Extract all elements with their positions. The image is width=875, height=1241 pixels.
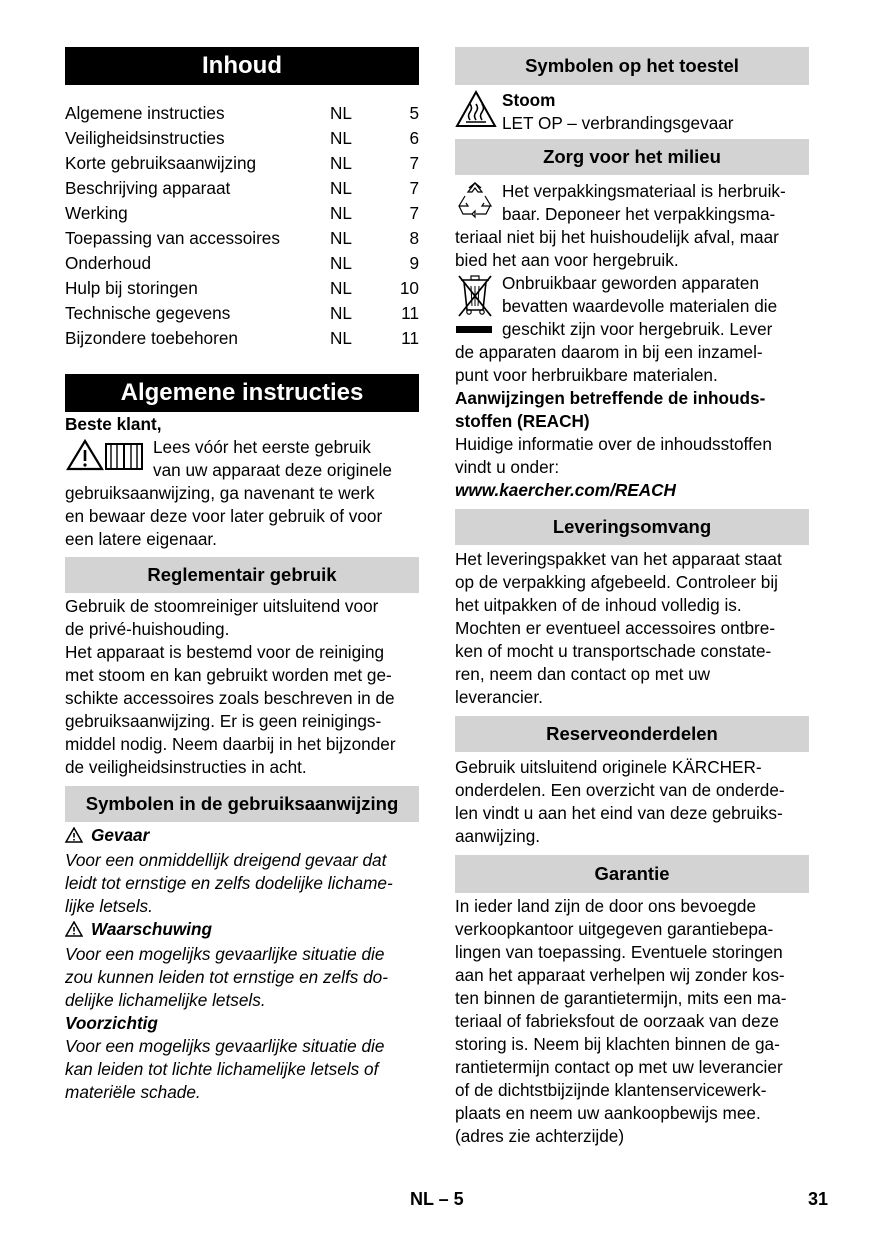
text-line: rantietermijn contact op met uw leverancier	[455, 1057, 783, 1077]
toc-row[interactable]	[65, 201, 419, 226]
toc-row[interactable]	[65, 251, 419, 276]
text-line: zou kunnen leiden tot ernstige en zelfs do-	[65, 967, 388, 987]
reach-title: stoffen (REACH)	[455, 411, 590, 431]
toc-entry-lang: NL	[330, 228, 352, 248]
text-line: gebruiksaanwijzing. Er is geen reinigings-	[65, 711, 382, 731]
text-line: of de dichtstbijzijnde klantenservicewerk-	[455, 1080, 767, 1100]
levering-text	[455, 548, 809, 709]
text-line: len vindt u aan het eind van deze gebruiks-	[455, 803, 783, 823]
text-line: Het verpakkingsmateriaal is herbruik-	[502, 181, 786, 201]
toc-row[interactable]	[65, 151, 419, 176]
text-line: delijke lichamelijke letsels.	[65, 990, 266, 1010]
toc-entry-lang: NL	[330, 303, 352, 323]
toc-entry-lang: NL	[330, 153, 352, 173]
left-column	[65, 47, 419, 1104]
toc-entry-page: 8	[409, 228, 419, 248]
toc-entry-title: Onderhoud	[65, 253, 152, 273]
toc-row[interactable]	[65, 276, 419, 301]
milieu-heading: Zorg voor het milieu	[455, 139, 809, 175]
text-line: teriaal of fabrieksfout de oorzaak van deze	[455, 1011, 779, 1031]
text-line: bied het aan voor hergebruik.	[455, 250, 679, 270]
levering-heading: Leveringsomvang	[455, 509, 809, 545]
text-line: schikte accessoires zoals beschreven in de	[65, 688, 395, 708]
reserve-heading: Reserveonderdelen	[455, 716, 809, 752]
text-line: lijke letsels.	[65, 896, 153, 916]
text-line: middel nodig. Neem daarbij in het bijzonder	[65, 734, 396, 754]
intro-line-2: van uw apparaat deze originele	[153, 460, 392, 480]
gevaar-label: Gevaar	[91, 825, 150, 845]
waarschuwing-label: Waarschuwing	[91, 919, 212, 939]
intro-line-5: een latere eigenaar.	[65, 529, 217, 549]
text-line: plaats en neem uw aankoopbewijs mee.	[455, 1103, 761, 1123]
toc-entry-page: 10	[399, 278, 419, 298]
text-line: Voor een mogelijks gevaarlijke situatie die	[65, 1036, 385, 1056]
reglementair-text	[65, 595, 419, 779]
waarschuwing-label-line	[65, 918, 419, 943]
toc-entry-page: 11	[401, 328, 419, 348]
text-line: Onbruikbaar geworden apparaten	[502, 273, 760, 293]
text-line: storing is. Neem bij klachten binnen de ga-	[455, 1034, 780, 1054]
text-line: (adres zie achterzijde)	[455, 1126, 625, 1146]
reach-title: Aanwijzingen betreffende de inhouds-	[455, 388, 766, 408]
toc-row[interactable]	[65, 101, 419, 126]
text-line: vindt u onder:	[455, 457, 560, 477]
symbolen-handleiding-heading: Symbolen in de gebruiksaanwijzing	[65, 786, 419, 822]
toc-entry-title: Bijzondere toebehoren	[65, 328, 238, 348]
toc-entry-page: 6	[409, 128, 419, 148]
text-line: op de verpakking afgebeeld. Controleer bij	[455, 572, 778, 592]
text-line: aan het apparaat verhelpen wij zonder kos-	[455, 965, 785, 985]
garantie-text	[455, 895, 809, 1148]
text-line: het uitpakken of de inhoud volledig is.	[455, 595, 742, 615]
text-line: ren, neem dan contact op met uw	[455, 664, 711, 684]
text-line: baar. Deponeer het verpakkingsma-	[502, 204, 776, 224]
intro-block	[65, 436, 419, 551]
reserve-text	[455, 756, 809, 848]
text-line: teriaal niet bij het huishoudelijk afval, maar	[455, 227, 779, 247]
toc-entry-lang: NL	[330, 253, 352, 273]
milieu-text	[455, 180, 809, 502]
hot-steam-warning-icon	[455, 89, 502, 135]
toc-entry-page: 7	[409, 178, 419, 198]
text-line: bevatten waardevolle materialen die	[502, 296, 778, 316]
table-of-contents	[65, 101, 419, 351]
toc-entry-title: Algemene instructies	[65, 103, 225, 123]
crossed-bin-icon	[455, 272, 502, 341]
text-line: Het apparaat is bestemd voor de reiniging	[65, 642, 385, 662]
text-line: Mochten er eventueel accessoires ontbre-	[455, 618, 776, 638]
reglementair-heading: Reglementair gebruik	[65, 557, 419, 593]
text-line: Huidige informatie over de inhoudsstoffen	[455, 434, 772, 454]
toc-row[interactable]	[65, 301, 419, 326]
toc-row[interactable]	[65, 176, 419, 201]
voorzichtig-label: Voorzichtig	[65, 1013, 158, 1033]
toc-entry-title: Korte gebruiksaanwijzing	[65, 153, 257, 173]
toc-entry-title: Veiligheidsinstructies	[65, 128, 225, 148]
toc-entry-page: 7	[409, 153, 419, 173]
symbolen-handleiding-text	[65, 824, 419, 1104]
text-line: leidt tot ernstige en zelfs dodelijke lichame-	[65, 873, 393, 893]
text-line: de apparaten daarom in bij een inzamel-	[455, 342, 763, 362]
toc-entry-title: Toepassing van accessoires	[65, 228, 280, 248]
toc-row[interactable]	[65, 226, 419, 251]
text-line: ken of mocht u transportschade constate-	[455, 641, 772, 661]
text-line: aanwijzing.	[455, 826, 541, 846]
toc-entry-lang: NL	[330, 278, 352, 298]
garantie-heading: Garantie	[455, 855, 809, 893]
warning-manual-icon	[65, 436, 153, 482]
text-line: de veiligheidsinstructies in acht.	[65, 757, 307, 777]
toc-entry-title: Hulp bij storingen	[65, 278, 198, 298]
footer-page-label: NL – 5	[410, 1189, 464, 1209]
intro-line-1: Lees vóór het eerste gebruik	[153, 437, 371, 457]
intro-line-3: gebruiksaanwijzing, ga navenant te werk	[65, 483, 375, 503]
stoom-label: Stoom	[502, 90, 556, 110]
toc-entry-page: 11	[401, 303, 419, 323]
toc-entry-page: 7	[409, 203, 419, 223]
recycle-icon	[455, 180, 502, 226]
gevaar-label-line	[65, 824, 419, 849]
stoom-text: LET OP – verbrandingsgevaar	[502, 113, 734, 133]
reach-url-link[interactable]: www.kaercher.com/REACH	[455, 480, 676, 500]
greeting: Beste klant,	[65, 414, 162, 434]
toc-entry-lang: NL	[330, 128, 352, 148]
toc-entry-page: 5	[409, 103, 419, 123]
intro-line-4: en bewaar deze voor later gebruik of voor	[65, 506, 383, 526]
toc-row[interactable]	[65, 326, 419, 351]
text-line: In ieder land zijn de door ons bevoegde	[455, 896, 756, 916]
toc-entry-title: Beschrijving apparaat	[65, 178, 231, 198]
toc-entry-lang: NL	[330, 103, 352, 123]
text-line: lingen van toepassing. Eventuele storingen	[455, 942, 783, 962]
text-line: Het leveringspakket van het apparaat staat	[455, 549, 782, 569]
text-line: punt voor herbruikbare materialen.	[455, 365, 718, 385]
right-column	[455, 47, 809, 1148]
text-line: met stoom en kan gebruikt worden met ge-	[65, 665, 392, 685]
toc-entry-lang: NL	[330, 203, 352, 223]
text-line: verkoopkantoor uitgegeven garantiebepa-	[455, 919, 774, 939]
toc-row[interactable]	[65, 126, 419, 151]
toc-entry-page: 9	[409, 253, 419, 273]
text-line: de privé-huishouding.	[65, 619, 230, 639]
stoom-block	[455, 89, 809, 135]
text-line: ten binnen de garantietermijn, mits een ma-	[455, 988, 787, 1008]
text-line: leverancier.	[455, 687, 543, 707]
text-line: Voor een mogelijks gevaarlijke situatie die	[65, 944, 385, 964]
toc-entry-lang: NL	[330, 178, 352, 198]
toc-entry-lang: NL	[330, 328, 352, 348]
footer-page-number: 31	[808, 1189, 829, 1209]
symbolen-toestel-heading: Symbolen op het toestel	[455, 47, 809, 85]
toc-entry-title: Werking	[65, 203, 128, 223]
algemene-heading: Algemene instructies	[65, 374, 419, 412]
text-line: Gebruik de stoomreiniger uitsluitend voor	[65, 596, 379, 616]
text-line: materiële schade.	[65, 1082, 201, 1102]
warning-triangle-icon	[65, 920, 83, 943]
toc-entry-title: Technische gegevens	[65, 303, 231, 323]
text-line: geschikt zijn voor hergebruik. Lever	[502, 319, 773, 339]
text-line: kan leiden tot lichte lichamelijke letsels of	[65, 1059, 379, 1079]
text-line: Gebruik uitsluitend originele KÄRCHER-	[455, 757, 762, 777]
text-line: onderdelen. Een overzicht van de onderde-	[455, 780, 785, 800]
text-line: Voor een onmiddellijk dreigend gevaar dat	[65, 850, 387, 870]
warning-triangle-icon	[65, 826, 83, 849]
toc-heading: Inhoud	[65, 47, 419, 85]
